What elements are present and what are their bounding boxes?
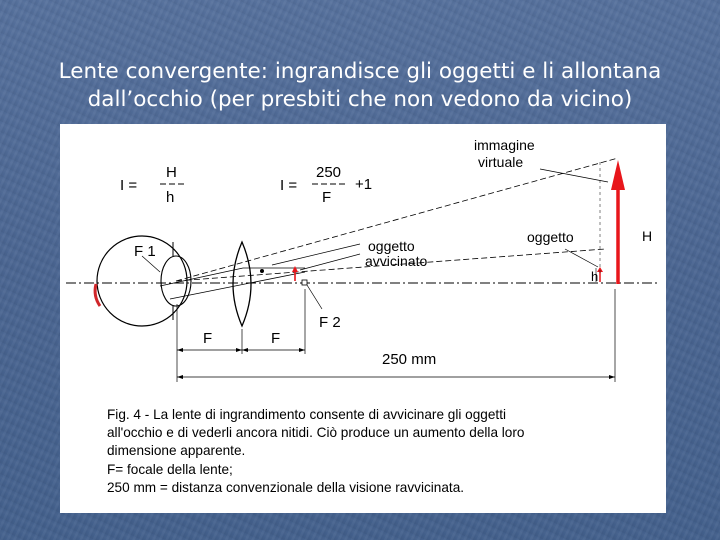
label-F2: F 2 — [319, 314, 341, 331]
distance-arrow-l — [177, 375, 183, 379]
lens-diagram — [60, 124, 666, 513]
label-h: h — [591, 269, 599, 284]
label-F-right: F — [271, 330, 281, 347]
caption-line-4: F= focale della lente; — [107, 461, 233, 477]
formula2-numerator: 250 — [316, 164, 342, 181]
label-oggetto: oggetto — [527, 229, 574, 245]
figure-caption — [107, 406, 657, 497]
formula2-denominator: F — [322, 189, 332, 206]
formula1-lhs: I = — [120, 177, 138, 194]
focal-dim-arrow-ml — [236, 348, 242, 352]
focal-dim-arrow-mr — [242, 348, 248, 352]
focus-f2-marker — [302, 280, 307, 285]
formula2-lhs: I = — [280, 177, 298, 194]
slide-title — [20, 58, 700, 114]
label-oggetto-avvicinato-1: oggetto — [368, 238, 415, 254]
caption-line-1: Fig. 4 - La lente di ingrandimento consente di avvicinare gli oggetti — [107, 407, 506, 422]
formula1-denominator: h — [166, 189, 175, 206]
caption-line-3: dimensione apparente. — [107, 443, 246, 459]
caption-line-5: 250 mm = distanza convenzionale della visione ravvicinata. — [107, 479, 465, 495]
approached-object-head — [292, 266, 298, 272]
focal-dim-arrow-l — [177, 348, 183, 352]
f2-leader — [307, 285, 322, 309]
focal-dim-arrow-r — [299, 348, 305, 352]
label-H: H — [642, 228, 653, 244]
label-F-left: F — [203, 330, 213, 347]
approached-object-dot — [260, 269, 264, 273]
virtual-image-leader — [540, 169, 608, 182]
formula2-suffix: +1 — [355, 176, 373, 193]
object-leader — [565, 249, 598, 267]
label-virtuale: virtuale — [478, 154, 524, 170]
slide-title-line-2: dall’occhio (per presbiti che non vedono da vicino) — [87, 87, 633, 112]
virtual-image-arrow-head — [611, 160, 625, 190]
approached-leader-1 — [272, 244, 360, 265]
label-immagine: immagine — [474, 137, 535, 153]
converging-lens — [233, 242, 251, 326]
caption-line-2: all'occhio e di vederli ancora nitidi. Ciò produce un aumento della loro — [107, 425, 525, 441]
distance-arrow-r — [609, 375, 615, 379]
slide-title-line-1: Lente convergente: ingrandisce gli oggetti e li allontana — [58, 59, 662, 84]
formula1-numerator: H — [166, 164, 177, 181]
label-oggetto-avvicinato-2: avvicinato — [365, 253, 428, 269]
label-F1: F 1 — [134, 243, 156, 260]
label-distance: 250 mm — [382, 351, 437, 368]
